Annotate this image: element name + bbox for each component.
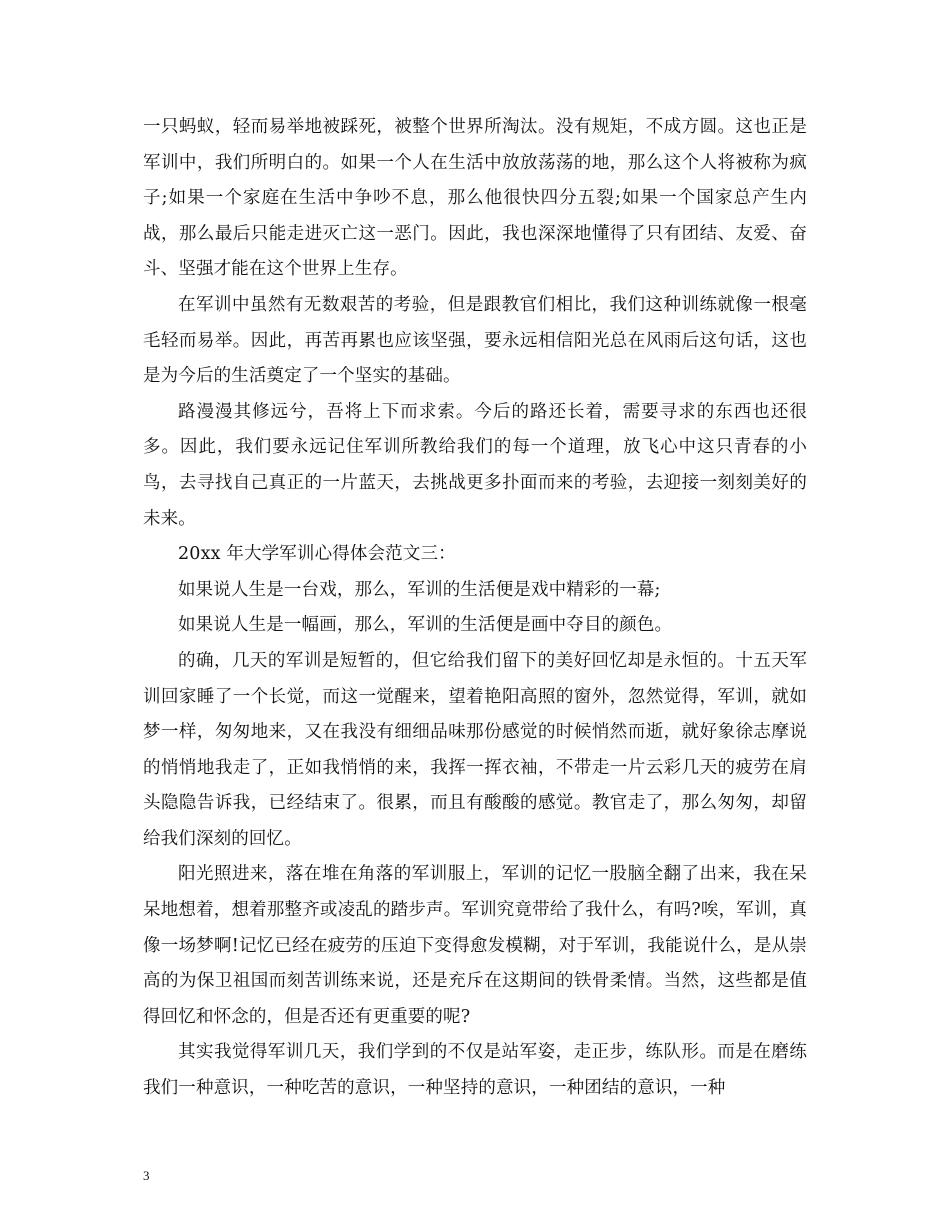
document-body xyxy=(143,110,807,1107)
section-heading: 20xx 年大学军训心得体会范文三： xyxy=(178,544,456,565)
paragraph-7: 的确，几天的军训是短暂的，但它给我们留下的美好回忆却是永恒的。十五天军训回家睡了一个长觉，而这一觉醒来，望着艳阳高照的窗外，忽然觉得，军训，就如梦一样，匆匆地来，又在我没有细细品味那份感觉的时候悄然而逝，就好象徐志摩说的悄悄地我走了，正如我悄悄的来，我挥一挥衣袖，不带走一片云彩几天的疲劳在肩头隐隐告诉我，已经结束了。很累，而且有酸酸的感觉。教官走了，那么匆匆，却留给我们深刻的回忆。 xyxy=(143,650,807,849)
paragraph-5: 如果说人生是一台戏，那么，军训的生活便是戏中精彩的一幕; xyxy=(178,579,661,600)
page-number: 3 xyxy=(143,1168,150,1183)
paragraph-8: 阳光照进来，落在堆在角落的军训服上，军训的记忆一股脑全翻了出来，我在呆呆地想着，想着那整齐或凌乱的踏步声。军训究竟带给了我什么，有吗?唉，军训，真像一场梦啊!记忆已经在疲劳的压迫下变得愈发模糊，对于军训，我能说什么，是从崇高的为保卫祖国而刻苦训练来说，还是充斥在这期间的铁骨柔情。当然，这些都是值得回忆和怀念的，但是否还有更重要的呢? xyxy=(143,864,807,1027)
paragraph-1: 一只蚂蚁，轻而易举地被踩死，被整个世界所淘汰。没有规矩，不成方圆。这也正是军训中，我们所明白的。如果一个人在生活中放放荡荡的地，那么这个人将被称为疯子;如果一个家庭在生活中争吵不息，那么他很快四分五裂;如果一个国家总产生内战，那么最后只能走进灭亡这一恶门。因此，我也深深地懂得了只有团结、友爱、奋斗、坚强才能在这个世界上生存。 xyxy=(143,117,807,280)
paragraph-2: 在军训中虽然有无数艰苦的考验，但是跟教官们相比，我们这种训练就像一根毫毛轻而易举。因此，再苦再累也应该坚强，要永远相信阳光总在风雨后这句话，这也是为今后的生活奠定了一个坚实的基础。 xyxy=(143,294,807,387)
paragraph-9: 其实我觉得军训几天，我们学到的不仅是站军姿，走正步，练队形。而是在磨练我们一种意识，一种吃苦的意识，一种坚持的意识，一种团结的意识，一种 xyxy=(143,1042,807,1099)
paragraph-3: 路漫漫其修远兮，吾将上下而求索。今后的路还长着，需要寻求的东西也还很多。因此，我们要永远记住军训所教给我们的每一个道理，放飞心中这只青春的小鸟，去寻找自己真正的一片蓝天，去挑战更多扑面而来的考验，去迎接一刻刻美好的未来。 xyxy=(143,401,807,529)
paragraph-6: 如果说人生是一幅画，那么，军训的生活便是画中夺目的颜色。 xyxy=(178,615,673,636)
